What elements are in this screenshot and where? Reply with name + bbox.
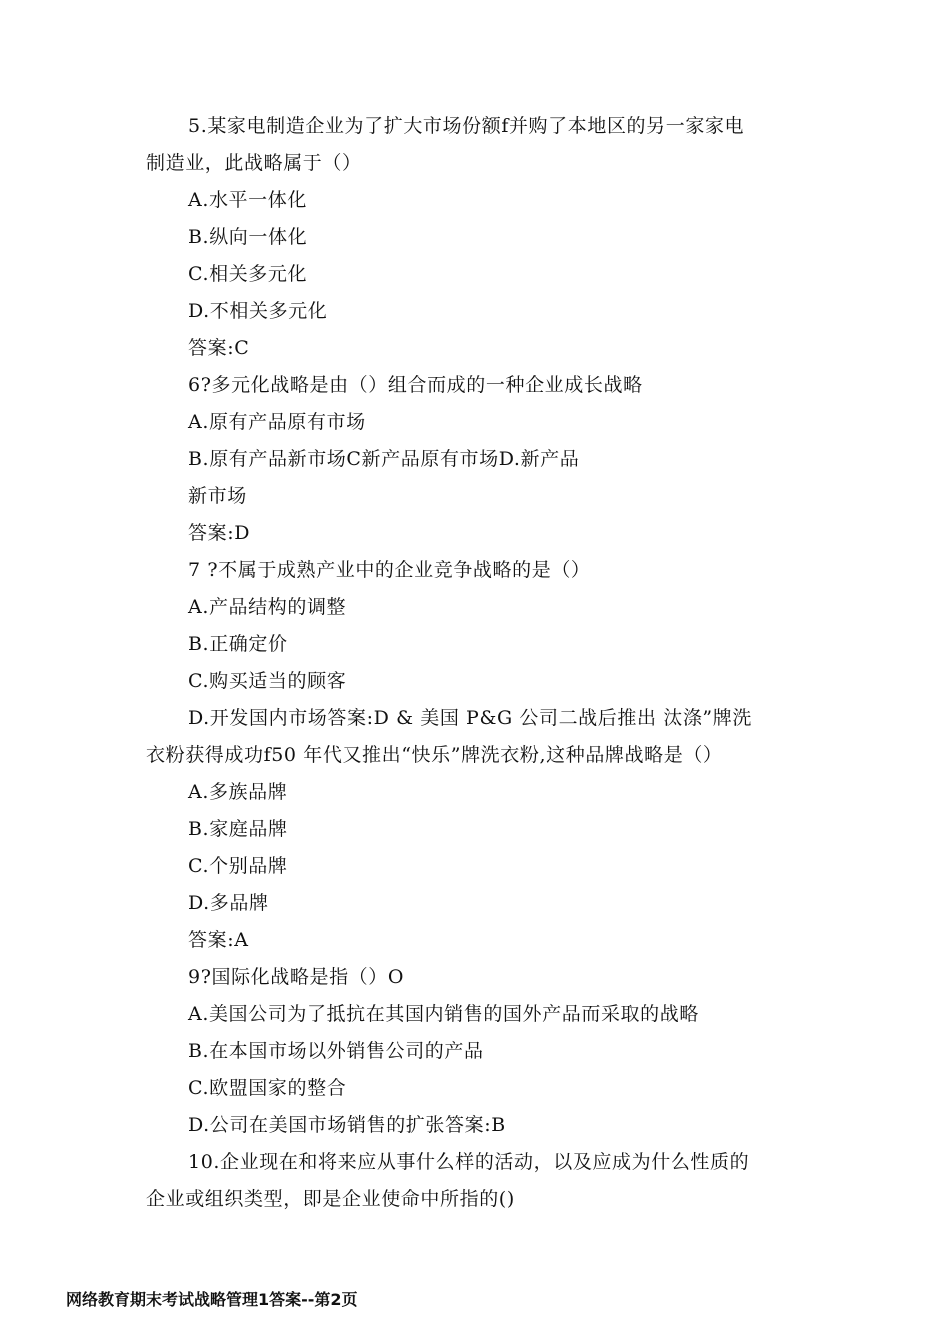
text-line: 答案:D [188, 522, 251, 544]
text-line: 衣粉获得成功f50 年代又推出“快乐”牌洗衣粉,这种品牌战略是（） [146, 744, 723, 766]
text-line: C.购买适当的顾客 [188, 670, 347, 692]
text-line: C.欧盟国家的整合 [188, 1077, 347, 1099]
text-line: 答案:A [188, 929, 249, 951]
page-footer: 网络教育期末考试战略管理1答案--第2页 [66, 1290, 358, 1309]
text-line: 答案:C [188, 337, 250, 359]
text-line: 5.某家电制造企业为了扩大市场份额f并购了本地区的另一家家电 [188, 115, 745, 137]
text-line: 制造业，此战略属于（） [146, 152, 362, 174]
text-line: B.正确定价 [188, 633, 288, 655]
text-line: A.产品结构的调整 [188, 596, 347, 618]
text-line: 10.企业现在和将来应从事什么样的活动，以及应成为什么性质的 [188, 1151, 750, 1173]
text-line: 企业或组织类型，即是企业使命中所指的() [146, 1188, 515, 1210]
document-body [146, 108, 810, 1218]
text-line: B.家庭品牌 [188, 818, 288, 840]
text-line: B.原有产品新市场C新产品原有市场D.新产品 [188, 448, 580, 470]
text-line: 9?国际化战略是指（）O [188, 966, 405, 988]
text-line: A.美国公司为了抵抗在其国内销售的国外产品而采取的战略 [188, 1003, 699, 1025]
text-line: D.多品牌 [188, 892, 269, 914]
text-line: D.公司在美国市场销售的扩张答案:B [188, 1114, 506, 1136]
text-line: B.在本国市场以外销售公司的产品 [188, 1040, 484, 1062]
text-line: B.纵向一体化 [188, 226, 308, 248]
text-line: C.相关多元化 [188, 263, 308, 285]
text-line: A.原有产品原有市场 [188, 411, 366, 433]
text-line: 7 ?不属于成熟产业中的企业竞争战略的是（） [188, 559, 591, 581]
text-line: D.不相关多元化 [188, 300, 328, 322]
text-line: A.多族品牌 [188, 781, 288, 803]
text-line: A.水平一体化 [188, 189, 307, 211]
text-line: D.开发国内市场答案:D & 美国 P&G 公司二战后推出 汰涤”牌洗 [188, 707, 752, 729]
text-line: 6?多元化战略是由（）组合而成的一种企业成长战略 [188, 374, 643, 396]
text-line: 新市场 [188, 485, 247, 507]
text-line: C.个别品牌 [188, 855, 288, 877]
